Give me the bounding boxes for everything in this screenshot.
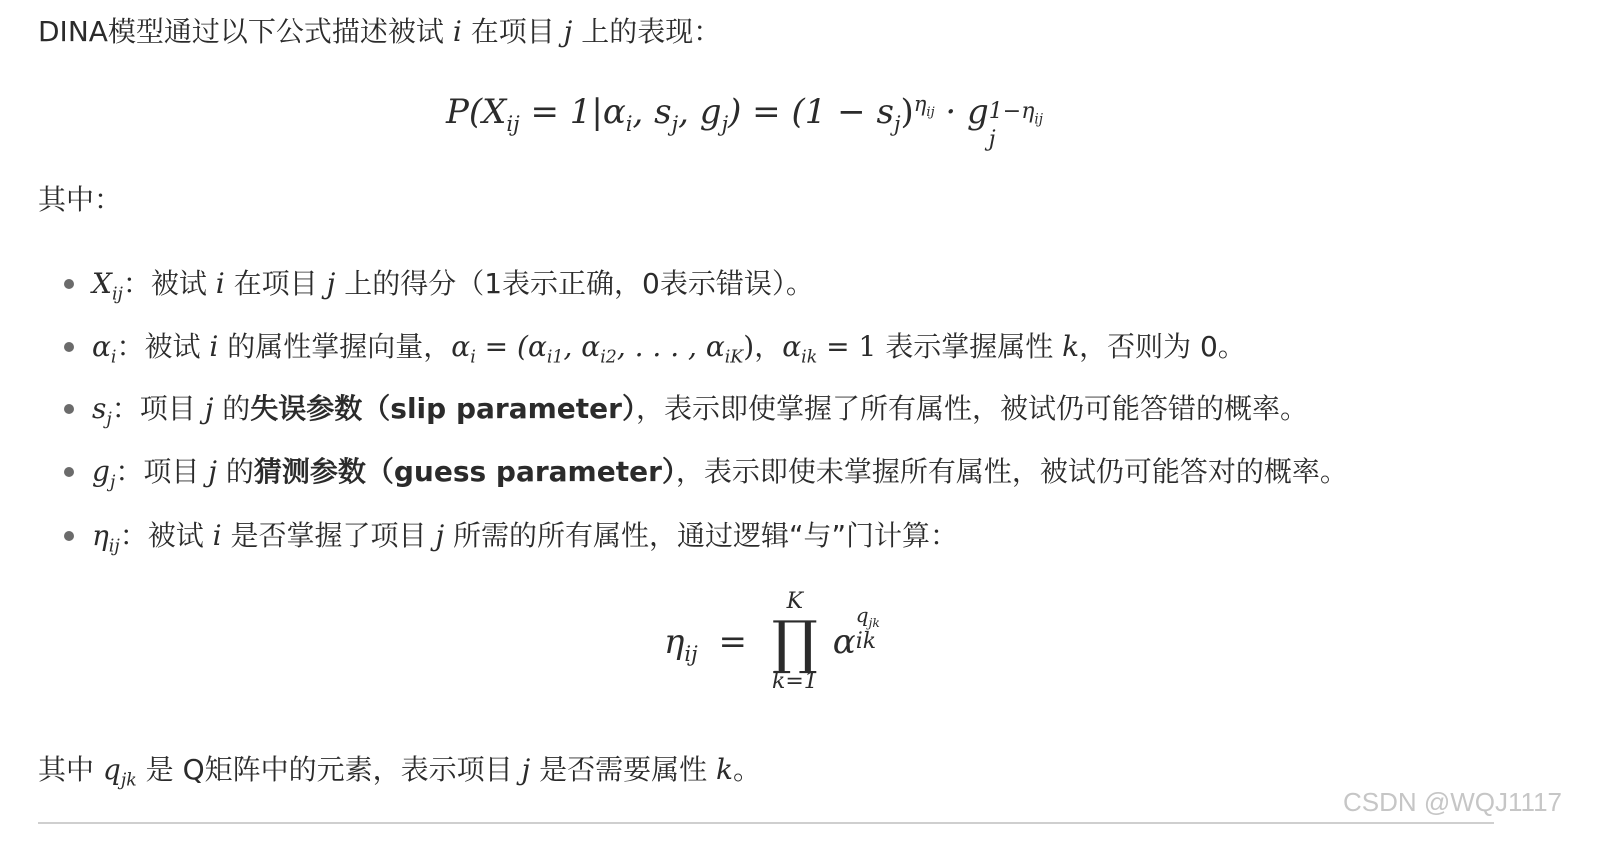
item-var-sub: j [109,472,116,493]
item-var-j: j [204,392,214,425]
list-item [92,264,814,304]
item-text: 的 [225,455,254,488]
item-var-sub: ij [111,284,123,305]
item-text: 所需的所有属性，通过逻辑“与”门计算： [453,519,959,552]
item-e1-sub: i1 [546,347,564,368]
item-aik-sub: ik [801,347,818,368]
horizontal-divider [38,822,1494,824]
eta-eq: = [718,622,747,662]
bullet-dot [64,404,74,414]
formula-g-rhs-sup: $1-\eta_{ij}$ [988,99,1044,128]
intro-prefix: DINA模型通过以下公式描述被试 [38,15,444,48]
list-item [92,516,958,556]
item-var: g [92,455,110,488]
item-text: 的 [222,392,251,425]
item-text: ：被试 [116,330,201,363]
item-text: 上的得分（1表示正确，0表示错误）。 [344,267,814,300]
formula-s: , s [632,92,672,132]
item-var-i: i [209,330,219,363]
item-var-j: j [435,519,445,552]
product-upper-limit: K [786,589,804,614]
where-label: 其中： [38,183,123,216]
item-text: ，表示即使掌握了所有属性，被试仍可能答错的概率。 [635,392,1308,425]
item-e3-sub: iK [724,347,744,368]
footer-end: 。 [733,753,762,786]
item-vec-close: ) [743,330,755,363]
list-item [92,452,1348,492]
formula-alpha-sub: i [625,110,633,136]
eta-base-sub: ik [855,629,877,654]
item-var-i: i [212,519,222,552]
product-lower-limit: k=1 [771,669,818,694]
eta-lhs: $\eta_{ij}$ [664,622,698,666]
formula-lhs-rest: = 1|α [519,92,626,132]
formula-lhs: P(X [446,92,507,132]
formula-close: ) [900,92,914,132]
item-text: ， [754,330,783,363]
footer-note [38,750,761,790]
item-text: 是否掌握了项目 [230,519,427,552]
item-bold-term: 失误参数（slip parameter） [250,392,636,425]
item-text: 在项目 [233,267,318,300]
item-text: 的属性掌握向量， [227,330,452,363]
bullet-dot [64,467,74,477]
formula-g: , g [678,92,722,132]
item-var: α [92,330,111,363]
list-item [92,327,1246,367]
eta-formula [664,590,896,694]
formula-exp-eta: ηij [913,90,935,120]
item-e3: , . . . , α [616,330,725,363]
item-text: ，否则为 0。 [1079,330,1246,363]
item-var-k: k [1062,330,1080,363]
formula-dot-g: · g [934,92,989,132]
footer-prefix: 其中 [38,753,95,786]
item-var: X [92,267,112,300]
footer-var-j: j [521,753,531,786]
item-text: ：项目 [111,392,196,425]
item-e2: , α [563,330,601,363]
item-vec-eq: = (α [475,330,547,363]
formula-g-rhs-sub: j [988,127,996,152]
footer-mid: 是 Q矩阵中的元素，表示项目 [145,753,513,786]
footer-var-k: k [716,753,734,786]
intro-mid: 在项目 [470,15,555,48]
item-text: ，表示即使未掌握所有属性，被试仍可能答对的概率。 [675,455,1348,488]
intro-var-j: j [563,15,573,48]
item-vec-sub: i [470,347,476,368]
bullet-dot [64,342,74,352]
formula-eq-rhs: ) = (1 − s [728,92,894,132]
intro-var-i: i [452,15,462,48]
item-aik-eq: = 1 [817,330,877,363]
product-operator [772,590,818,694]
footer-mid2: 是否需要属性 [539,753,708,786]
item-var-i: i [215,267,225,300]
item-aik: α [782,330,802,363]
item-text: ：项目 [115,455,200,488]
item-text: ：被试 [122,267,207,300]
article-content [38,0,1578,858]
item-var-sub: i [110,347,117,368]
watermark: CSDN @WQJ1117 [1342,787,1562,817]
intro-suffix: 上的表现： [581,15,722,48]
item-bold-term: 猜测参数（guess parameter） [253,455,676,488]
formula-s-sub: j [671,110,679,136]
bullet-dot [64,531,74,541]
formula-lhs-sub: ij [506,110,520,136]
item-var-sub: j [106,409,112,430]
item-var-j: j [208,455,217,488]
eta-base-sup: $q_{jk}$ [855,603,880,630]
product-symbol: ∏ [771,608,818,676]
item-var: η [92,519,109,552]
item-var: s [92,392,107,425]
item-var-j: j [326,267,336,300]
eta-base: α $q_{jk}$ ik [832,603,880,662]
item-text: ：被试 [119,519,204,552]
item-e2-sub: i2 [600,347,617,368]
formula-rhs-s-sub: j [893,110,901,136]
item-vec: α [451,330,471,363]
dina-formula [446,90,1059,152]
bullet-dot [64,279,74,289]
intro-paragraph [38,12,721,52]
formula-g-sub: j [721,110,729,136]
item-var-sub: ij [108,536,120,557]
list-item [92,389,1308,429]
footer-q: $q_{jk}$ [102,753,137,791]
item-text: 表示掌握属性 [885,330,1054,363]
